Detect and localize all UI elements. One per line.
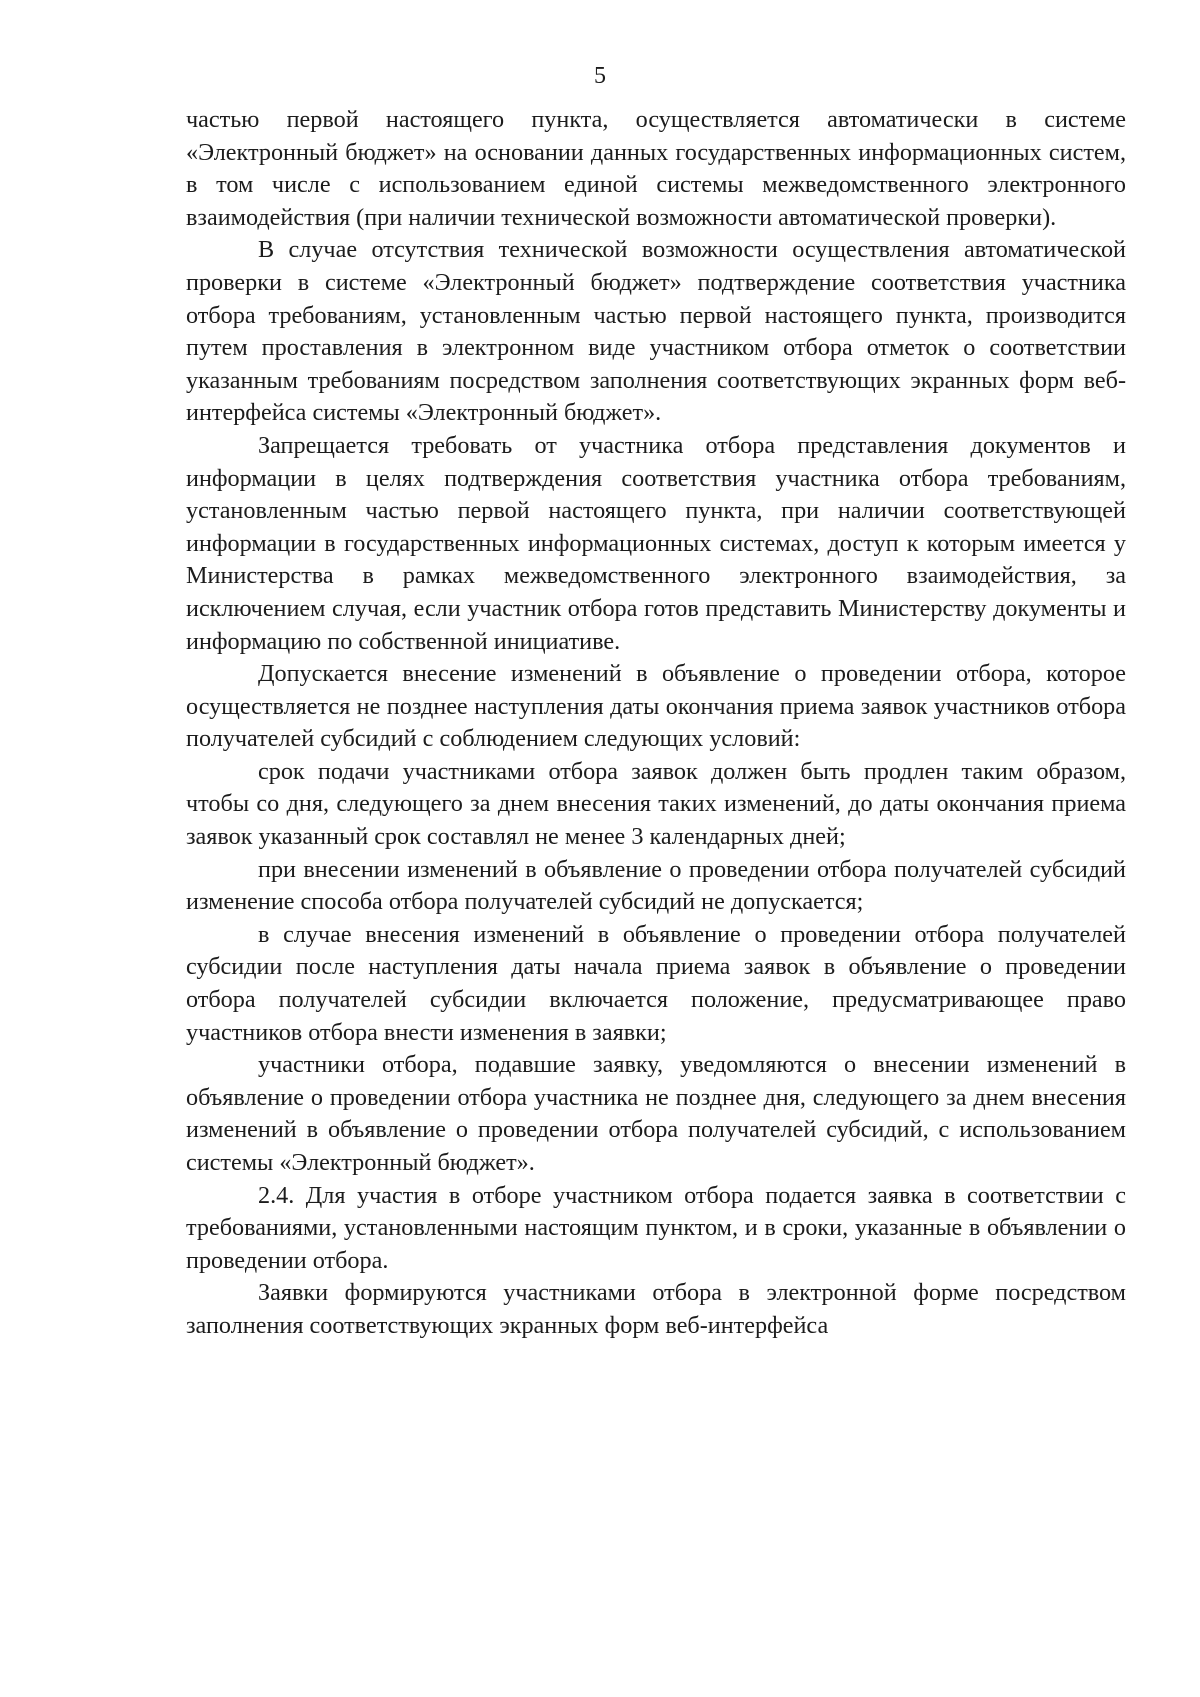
paragraph: в случае внесения изменений в объявление о проведении отбора получателей субсидии после наступления даты начала приема заявок в объявление о проведении отбора получателей субсидии включается положение, предусматривающее право участников отбора внести изменения в заявки; xyxy=(186,920,1126,1046)
paragraph: В случае отсутствия технической возможности осуществления автоматической проверки в системе «Электронный бюджет» подтверждение соответствия участника отбора требованиям, установленным частью первой настоящего пункта, производится путем проставления в электронном виде участником отбора отметок о соответствии указанным требованиям посредством заполнения соответствующих экранных форм веб-интерфейса системы «Электронный бюджет». xyxy=(186,236,1126,427)
document-body xyxy=(186,104,1126,1343)
paragraph-section-2-4: 2.4. Для участия в отборе участником отбора подается заявка в соответствии с требованиями, установленными настоящим пунктом, и в сроки, указанные в объявлении о проведении отбора. xyxy=(186,1181,1126,1274)
page-number: 5 xyxy=(594,63,606,89)
paragraph: Заявки формируются участниками отбора в электронной форме посредством заполнения соответствующих экранных форм веб-интерфейса xyxy=(186,1279,1126,1339)
paragraph: при внесении изменений в объявление о проведении отбора получателей субсидий изменение способа отбора получателей субсидий не допускается; xyxy=(186,855,1126,916)
paragraph: участники отбора, подавшие заявку, уведомляются о внесении изменений в объявление о проведении отбора участника не позднее дня, следующего за днем внесения изменений в объявление о проведении отбора получателей субсидий, с использованием системы «Электронный бюджет». xyxy=(186,1051,1126,1176)
paragraph-continuation: частью первой настоящего пункта, осуществляется автоматически в системе «Электронный бюджет» на основании данных государственных информационных систем, в том числе с использованием единой системы межведомственного электронного взаимодействия (при наличии технической возможности автоматической проверки). xyxy=(186,106,1126,231)
paragraph: срок подачи участниками отбора заявок должен быть продлен таким образом, чтобы со дня, следующего за днем внесения таких изменений, до даты окончания приема заявок указанный срок составлял не менее 3 календарных дней; xyxy=(186,757,1126,851)
paragraph: Запрещается требовать от участника отбора представления документов и информации в целях подтверждения соответствия участника отбора требованиям, установленным частью первой настоящего пункта, при наличии соответствующей информации в государственных информационных системах, доступ к которым имеется у Министерства в рамках межведомственного электронного взаимодействия, за исключением случая, если участник отбора готов представить Министерству документы и информацию по собственной инициативе. xyxy=(186,431,1126,655)
paragraph: Допускается внесение изменений в объявление о проведении отбора, которое осуществляется не позднее наступления даты окончания приема заявок участников отбора получателей субсидий с соблюдением следующих условий: xyxy=(186,660,1126,753)
